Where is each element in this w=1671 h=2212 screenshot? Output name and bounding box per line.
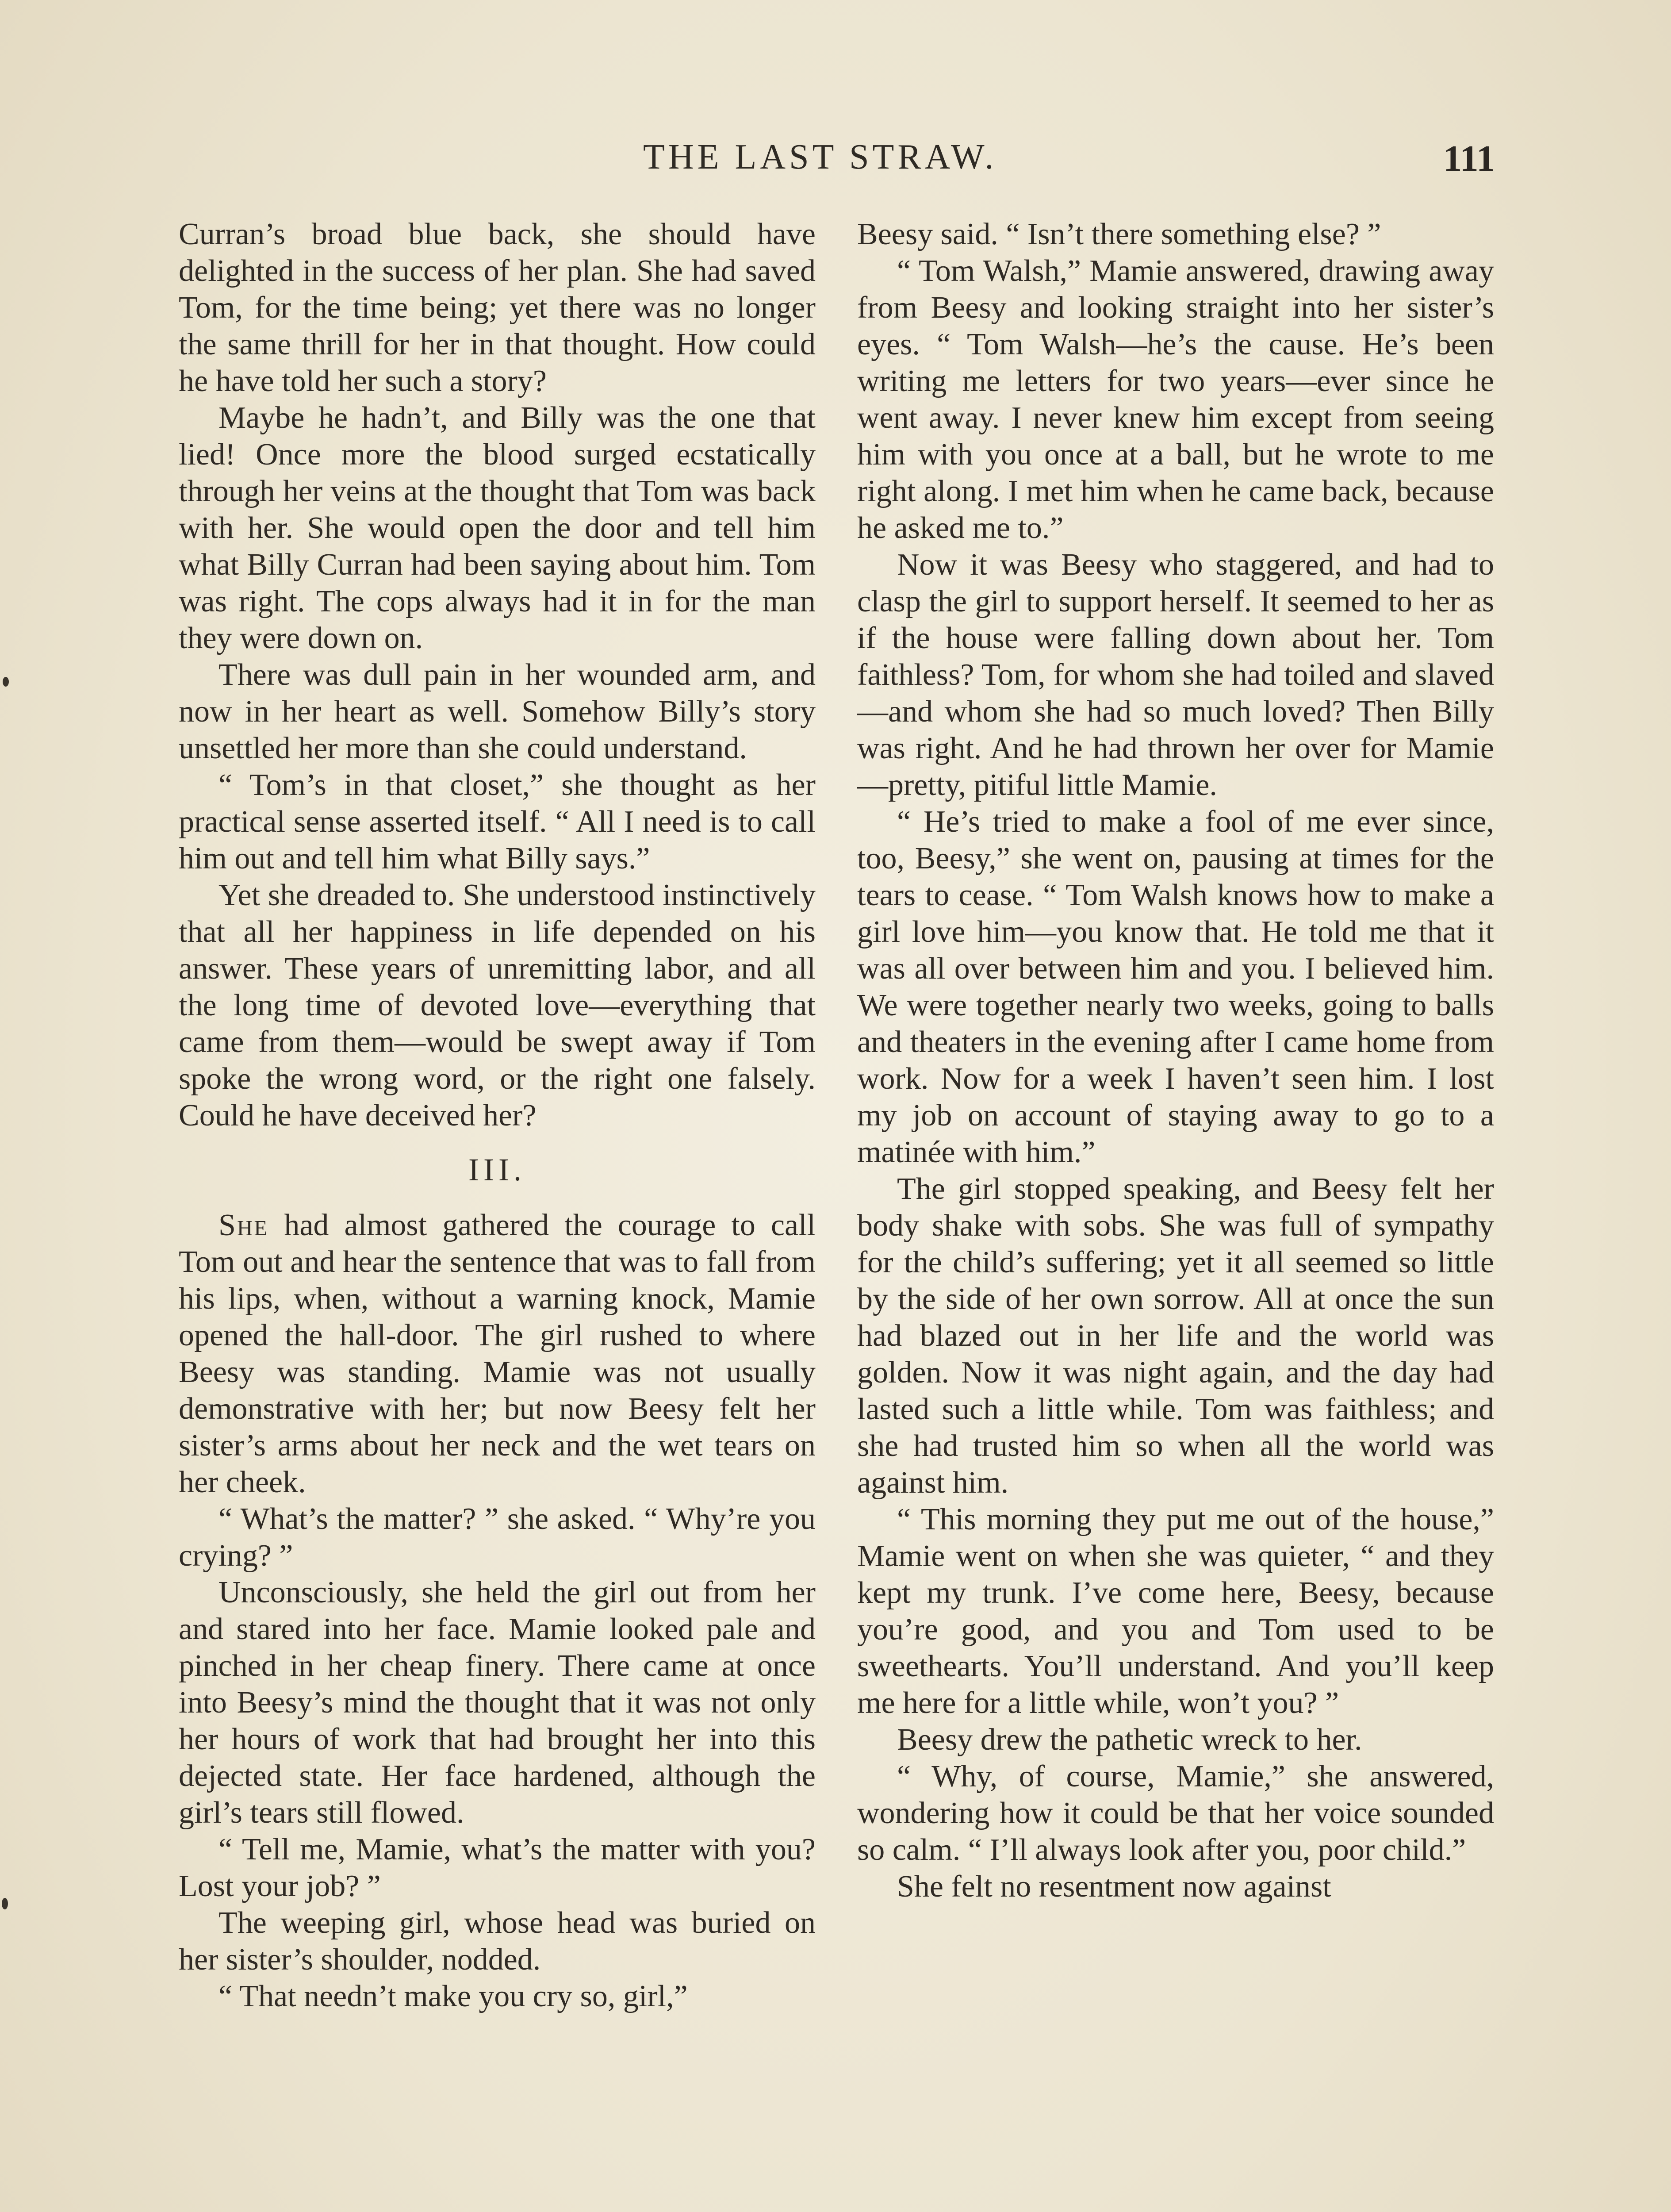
page-number: 111 [1443, 138, 1495, 179]
paper-speck [3, 677, 9, 687]
paragraph: “ Why, of course, Mamie,” she answered, wondering how it could be that her voice sounded so calm. “ I’ll always look after you, poor child.” [857, 1759, 1494, 1867]
paragraph: There was dull pain in her wounded arm, and now in her heart as well. Somehow Billy’s story unsettled her more than she could understand. [179, 658, 816, 765]
paragraph: Curran’s broad blue back, she should have delighted in the success of her plan. She had saved Tom, for the time being; yet there was no longer the same thrill for her in that thought. How could he have told her such a story? [179, 217, 816, 398]
running-title: THE LAST STRAW. [643, 138, 997, 177]
left-column [179, 216, 816, 2015]
paragraph: “ Tom Walsh,” Mamie answered, drawing away from Beesy and looking straight into her sister’s eyes. “ Tom Walsh—he’s the cause. He’s been writing me letters for two years—ever since he went away. I never knew him except from seeing him with you once at a ball, but he wrote to me right along. I met him when he came back, because he asked me to.” [857, 254, 1494, 545]
paper-speck [2, 1898, 8, 1909]
paragraph: “ This morning they put me out of the house,” Mamie went on when she was quieter, “ and they kept my trunk. I’ve come here, Beesy, because you’re good, and you and Tom used to be sweethearts. You’ll understand. And you’ll keep me here for a little while, won’t you? ” [857, 1502, 1494, 1720]
drop-lead-word: She [218, 1208, 269, 1242]
running-head [179, 137, 1495, 186]
paragraph: Yet she dreaded to. She understood instinctively that all her happiness in life depended on his answer. These years of unremitting labor, and all the long time of devoted love—everything that came from them—would be swept away if Tom spoke the wrong word, or the right one falsely. Could he have deceived her? [179, 878, 816, 1133]
paragraph: Beesy drew the pathetic wreck to her. [897, 1723, 1362, 1757]
paragraph: Beesy said. “ Isn’t there something else? ” [857, 217, 1381, 251]
paragraph [179, 1207, 816, 1501]
paragraph: Maybe he hadn’t, and Billy was the one that lied! Once more the blood surged ecstatically through her veins at the thought that Tom was back with her. She would open the door and tell him what Billy Curran had been saying about him. Tom was right. The cops always had it in for the man they were down on. [179, 401, 816, 655]
paragraph: “ Tom’s in that closet,” she thought as her practical sense asserted itself. “ All I need is to call him out and tell him what Billy says.” [179, 768, 816, 876]
paragraph: She felt no resentment now against [897, 1870, 1331, 1904]
right-column [857, 216, 1494, 1905]
paragraph: “ What’s the matter? ” she asked. “ Why’re you crying? ” [179, 1502, 816, 1573]
paragraph: The girl stopped speaking, and Beesy felt her body shake with sobs. She was full of sympathy for the child’s suffering; yet it all seemed so little by the side of her own sorrow. All at once the sun had blazed out in her life and the world was golden. Now it was night again, and the day had lasted such a little while. Tom was faithless; and she had trusted him so when all the world was against him. [857, 1172, 1494, 1500]
paragraph: Now it was Beesy who staggered, and had to clasp the girl to support herself. It seemed to her as if the house were falling down about her. Tom faithless? Tom, for whom she had toiled and slaved—and whom she had so much loved? Then Billy was right. And he had thrown her over for Mamie—pretty, pitiful little Mamie. [857, 548, 1494, 802]
paragraph: “ He’s tried to make a fool of me ever since, too, Beesy,” she went on, pausing at times for the tears to cease. “ Tom Walsh knows how to make a girl love him—you know that. He told me that it was all over between him and you. I believed him. We were together nearly two weeks, going to balls and theaters in the evening after I came home from work. Now for a week I haven’t seen him. I lost my job on account of staying away to go to a matinée with him.” [857, 805, 1494, 1169]
paragraph-text: had almost gathered the courage to call Tom out and hear the sentence that was to fall from his lips, when, without a warning knock, Mamie opened the hall-door. The girl rushed to where Beesy was standing. Mamie was not usually demonstrative with her; but now Beesy felt her sister’s arms about her neck and the wet tears on her cheek. [179, 1208, 816, 1499]
paragraph: The weeping girl, whose head was buried on her sister’s shoulder, nodded. [179, 1906, 816, 1977]
paragraph: “ Tell me, Mamie, what’s the matter with you? Lost your job? ” [179, 1832, 816, 1903]
section-heading: III. [468, 1152, 526, 1187]
paragraph: “ That needn’t make you cry so, girl,” [218, 1979, 688, 2013]
paragraph: Unconsciously, she held the girl out from her and stared into her face. Mamie looked pale and pinched in her cheap finery. There came at once into Beesy’s mind the thought that it was not only her hours of work that had brought her into this dejected state. Her face hardened, although the girl’s tears still flowed. [179, 1575, 816, 1830]
